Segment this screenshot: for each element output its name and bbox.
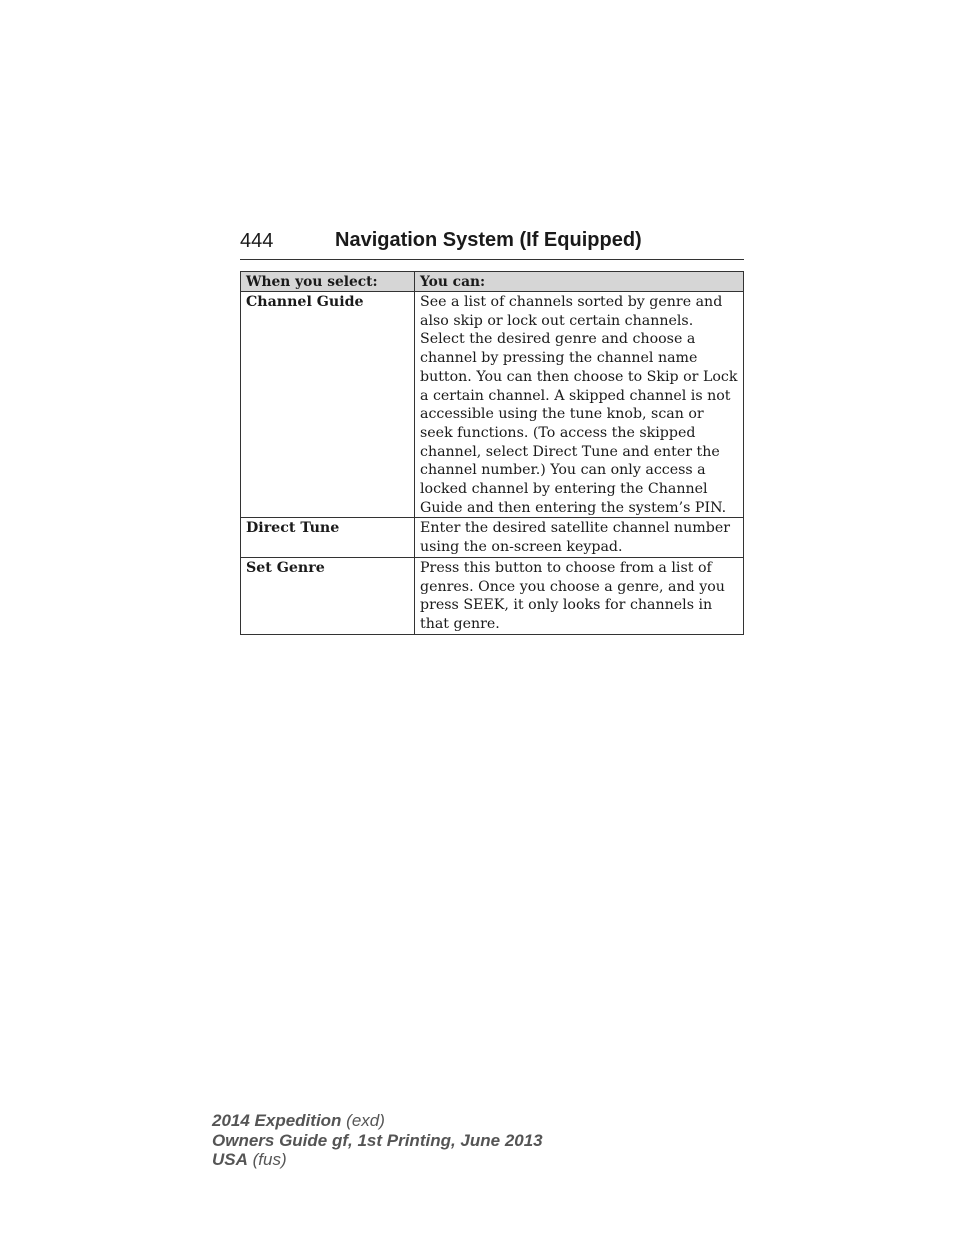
row-select-cell: Channel Guide: [241, 292, 415, 518]
selection-table: [240, 271, 744, 635]
footer-line-3: [212, 1150, 543, 1170]
table-header-row: [241, 272, 744, 292]
table-row: [241, 518, 744, 557]
row-action-cell: Press this button to choose from a list of genres. Once you choose a genre, and you press SEEK, it only looks for channels in that genre.: [415, 557, 744, 634]
column-header-select: When you select:: [241, 272, 415, 292]
row-action-cell: Enter the desired satellite channel number using the on-screen keypad.: [415, 518, 744, 557]
page-footer: [212, 1111, 543, 1170]
table-row: [241, 292, 744, 518]
row-select-cell: Set Genre: [241, 557, 415, 634]
footer-model-code: (exd): [346, 1111, 385, 1130]
section-title: Navigation System (If Equipped): [335, 229, 642, 251]
footer-model: 2014 Expedition: [212, 1111, 342, 1130]
footer-market-code: (fus): [252, 1150, 287, 1169]
row-action-cell: See a list of channels sorted by genre and also skip or lock out certain channels. Select the desired genre and choose a channel by pressing the channel name button. You can then choose to Skip or Lock a certain channel. A skipped channel is not accessible using the tune knob, scan or seek functions. (To access the skipped channel, select Direct Tune and enter the channel number.) You can only access a locked channel by entering the Channel Guide and then entering the system’s PIN.: [415, 292, 744, 518]
column-header-action: You can:: [415, 272, 744, 292]
footer-market: USA: [212, 1150, 248, 1169]
footer-line-1: [212, 1111, 543, 1131]
row-select-cell: Direct Tune: [241, 518, 415, 557]
footer-line-2: [212, 1131, 543, 1151]
footer-printing: Owners Guide gf, 1st Printing, June 2013: [212, 1130, 543, 1150]
page-header: [240, 226, 744, 260]
table-row: [241, 557, 744, 634]
page-number: 444: [240, 230, 274, 252]
